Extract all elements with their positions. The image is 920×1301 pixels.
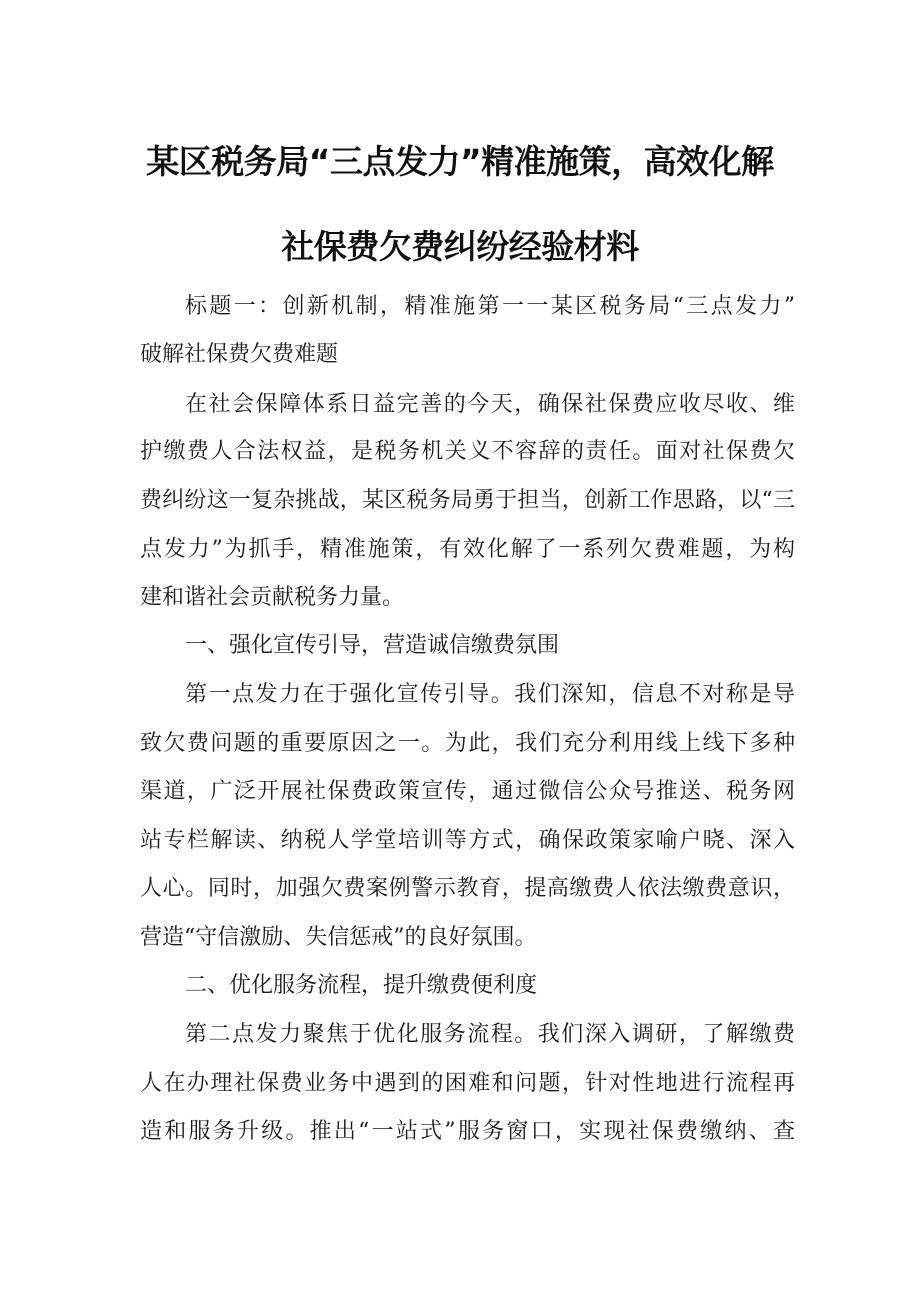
paragraph-line: 站专栏解读、纳税人学堂培训等方式，确保政策家喻户晓、深入 — [140, 828, 795, 853]
paragraph-line: 护缴费人合法权益，是税务机关义不容辞的责任。面对社保费欠 — [140, 439, 795, 464]
subtitle-line-1: 标题一：创新机制，精准施第一一某区税务局“三点发力” — [185, 294, 795, 319]
paragraph-line: 第二点发力聚焦于优化服务流程。我们深入调研，了解缴费 — [185, 1022, 795, 1047]
paragraph-line: 点发力”为抓手，精准施策，有效化解了一系列欠费难题，为构 — [140, 537, 795, 562]
paragraph-line: 费纠纷这一复杂挑战，某区税务局勇于担当，创新工作思路，以“三 — [140, 488, 795, 513]
paragraph-line: 第一点发力在于强化宣传引导。我们深知，信息不对称是导 — [185, 682, 795, 707]
document-title-line-1: 某区税务局“三点发力”精准施策，高效化解 — [146, 142, 774, 181]
paragraph-line: 营造“守信激励、失信惩戒”的良好氛围。 — [140, 925, 537, 950]
section-heading-2: 二、优化服务流程，提升缴费便利度 — [185, 973, 538, 998]
paragraph-line: 致欠费问题的重要原因之一。为此，我们充分利用线上线下多种 — [140, 731, 795, 756]
paragraph-line: 人在办理社保费业务中遇到的困难和问题，针对性地进行流程再 — [140, 1071, 795, 1096]
paragraph-line: 在社会保障体系日益完善的今天，确保社保费应收尽收、维 — [185, 392, 795, 417]
paragraph-line: 建和谐社会贡献税务力量。 — [140, 585, 405, 610]
paragraph-line: 造和服务升级。推出“一站式”服务窗口，实现社保费缴纳、查 — [140, 1119, 795, 1144]
subtitle-line-2: 破解社保费欠费难题 — [140, 342, 339, 367]
document-title-line-2: 社保费欠费纠纷经验材料 — [281, 227, 639, 266]
section-heading-1: 一、强化宣传引导，营造诚信缴费氛围 — [185, 633, 560, 658]
paragraph-line: 人心。同时，加强欠费案例警示教育，提高缴费人依法缴费意识， — [140, 876, 795, 901]
paragraph-line: 渠道，广泛开展社保费政策宣传，通过微信公众号推送、税务网 — [140, 779, 795, 804]
